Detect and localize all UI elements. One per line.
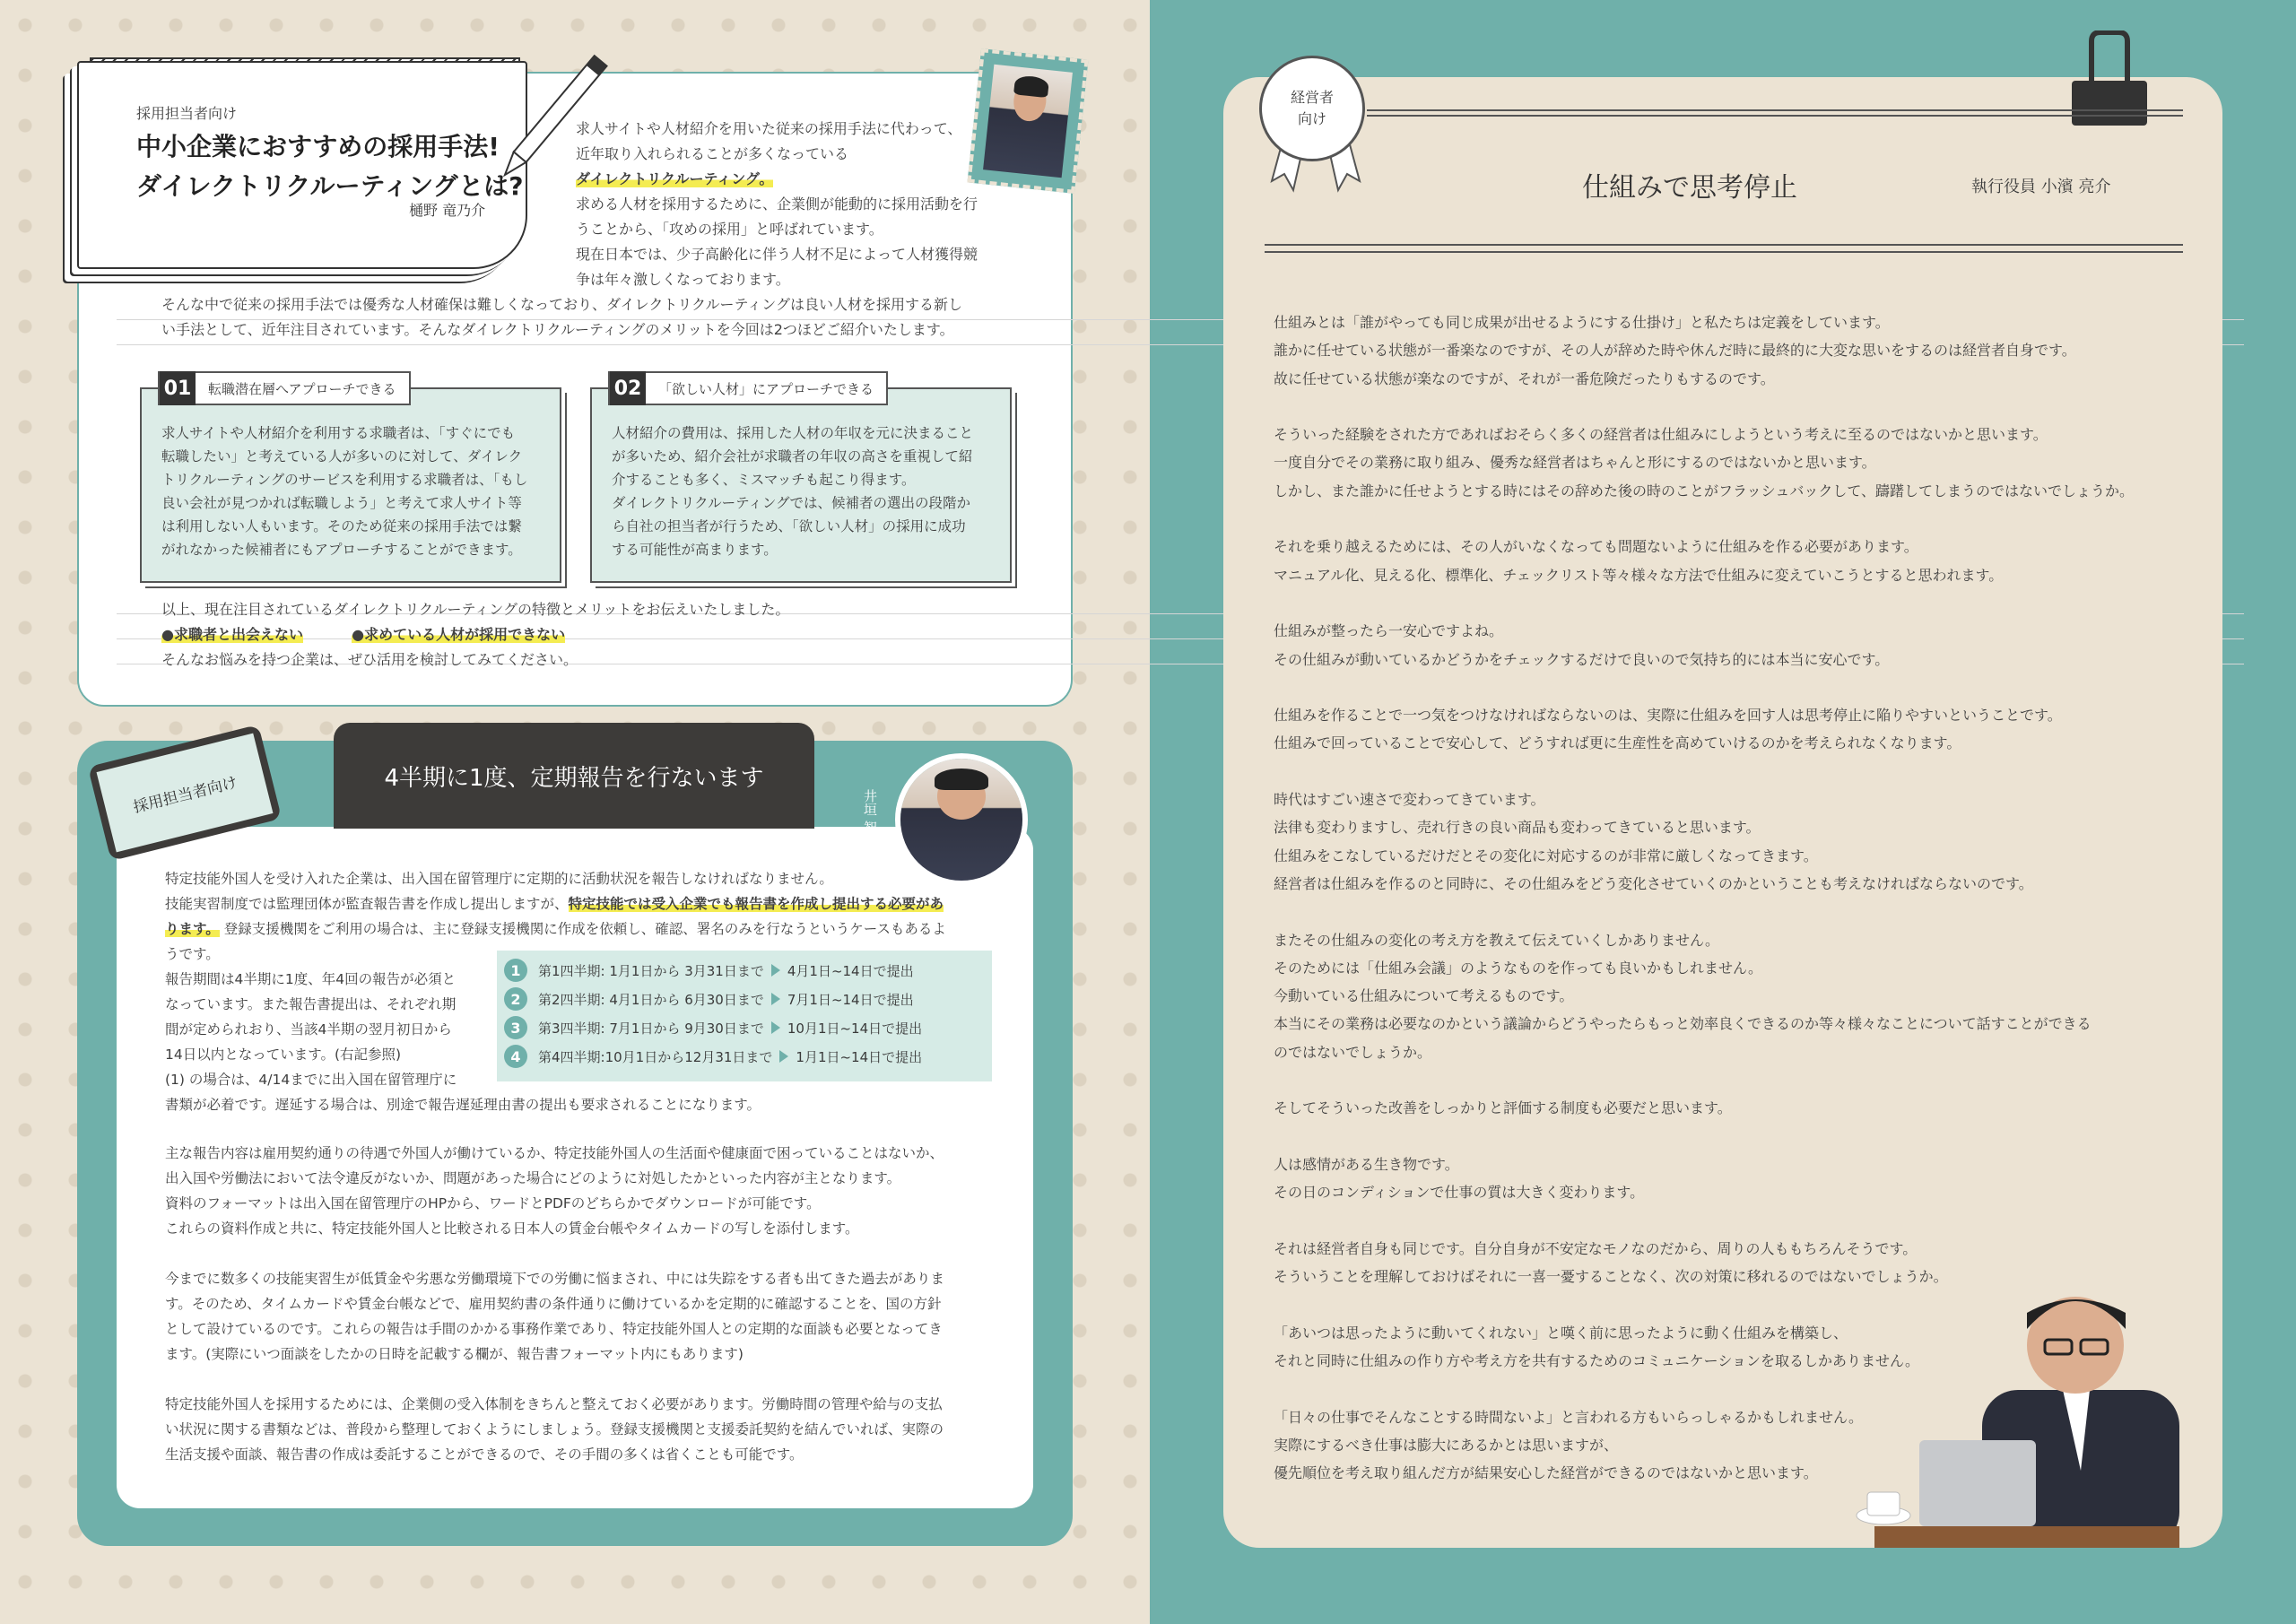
title-line-1: 中小企業におすすめの採用手法! (136, 132, 500, 161)
highlight-text: ダイレクトリクルーティング。 (576, 170, 774, 187)
text-span: 登録支援機関をご利用の場合は、主に登録支援機関に作成を依頼し、確認、署名のみを行なうというケースもあるよ (223, 921, 946, 937)
quarter-due: 4月1日~14日で提出 (787, 962, 914, 979)
schedule-row (497, 1013, 992, 1042)
column-line: しかし、また誰かに任せようとする時にはその辞めた後の時のことがフラッシュバックして、躊躇してしまうのではないでしょうか。 (1274, 482, 2135, 499)
column-line: マニュアル化、見える化、標準化、チェックリスト等々様々な方法で仕組みに変えていこうとすると思われます。 (1274, 566, 2004, 584)
paragraph-line: い状況に関する書類などは、普段から整理しておくようにしましょう。登録支援機関と支援委託契約を結んでいれば、実際の (165, 1421, 944, 1437)
merit-line: 人材紹介の費用は、採用した人材の年収を元に決まること (612, 425, 974, 441)
quarter-number: 4 (504, 1045, 527, 1068)
author-photo (983, 65, 1073, 178)
column-line: 仕組みを作ることで一つ気をつけなければならないのは、実際に仕組みを回す人は思考停止に陥りやすいということです。 (1274, 707, 2062, 725)
merit-line: は利用しない人もいます。そのため従来の採用手法では繋 (161, 518, 522, 534)
merit-line: 介することも多く、ミスマッチも起こり得ます。 (612, 472, 916, 488)
column-line: またその仕組みの変化の考え方を教えて伝えていくしかありません。 (1274, 931, 1719, 949)
paragraph-line: (1) の場合は、4/14までに出入国在留管理庁に (165, 1072, 457, 1088)
paragraph-line: ます。(実際にいつ面談をしたかの日時を記載する欄が、報告書フォーマット内にもあります) (165, 1346, 744, 1362)
intro-line: 近年取り入れられることが多くなっている (576, 145, 849, 162)
divider-line (1265, 251, 2183, 253)
column-line: 人は感情がある生き物です。 (1274, 1155, 1459, 1173)
quarter-due: 1月1日~14日で提出 (796, 1048, 923, 1065)
column-line: 仕組みで回っていることで安心して、どうすれば更に生産性を高めていけるのかを考えられなくなります。 (1274, 734, 1961, 752)
quarter-due: 7月1日~14日で提出 (787, 991, 914, 1008)
article-title (136, 127, 523, 206)
column-line: 今動いている仕組みについて考えるものです。 (1274, 987, 1574, 1005)
merit-number: 02 (610, 371, 646, 405)
divider-line (1265, 244, 2183, 246)
column-line: 本当にその業務は必要なのかという議論からどうやったらもっと効率良くできるのか等々様々なことについて話すことができる (1274, 1015, 2092, 1033)
column-line: 故に任せている状態が楽なのですが、それが一番危険だったりもするのです。 (1274, 369, 1775, 387)
column-line: 法律も変わりますし、売れ行きの良い商品も変わってきていると思います。 (1274, 819, 1761, 837)
intro-line: 争は年々激しくなっております。 (576, 271, 790, 288)
column-line: 誰かに任せている状態が一番楽なのですが、その人が辞めた時や休んだ時に最終的に大変な思いをするのは経営者自身です。 (1274, 342, 2076, 360)
title-line-2: ダイレクトリクルーティングとは? (136, 171, 524, 201)
merit-text-1 (161, 421, 527, 561)
highlight-bullet: ●求めている人材が採用できない (352, 626, 566, 643)
report-schedule-table (497, 951, 992, 1081)
schedule-row (497, 956, 992, 985)
paragraph-line: 主な報告内容は雇用契約通りの待遇で外国人が働けているか、特定技能外国人の生活面や健康面で困っていることはないか、 (165, 1145, 944, 1161)
arrow-right-icon (779, 1050, 788, 1063)
merit-title: 「欲しい人材」にアプローチできる (658, 380, 874, 397)
quarter-number: 2 (504, 987, 527, 1011)
column-line: それを乗り越えるためには、その人がいなくなっても問題ないように仕組みを作る必要があります。 (1274, 538, 1918, 556)
column-line: そういうことを理解しておけばそれに一喜一憂することなく、次の対策に移れるのではないでしょうか。 (1274, 1268, 1948, 1286)
merit-title: 転職潜在層へアプローチできる (208, 380, 396, 397)
merit-line: ら自社の担当者が行うため、「欲しい人材」の採用に成功 (612, 518, 966, 534)
quarter-number: 3 (504, 1016, 527, 1039)
column-line (1274, 1123, 2134, 1151)
quarter-number: 1 (504, 959, 527, 982)
author-name: 樋野 竜乃介 (409, 202, 486, 219)
paragraph-line: 特定技能外国人を採用するためには、企業側の受入体制をきちんと整えておく必要があります。労働時間の管理や給与の支払 (165, 1396, 943, 1412)
column-line (1274, 589, 2134, 617)
conclusion-line: 以上、現在注目されているダイレクトリクルーティングの特徴とメリットをお伝えいたしました。 (161, 601, 790, 618)
report-paragraph-3 (165, 1141, 944, 1241)
column-line (1274, 505, 2134, 533)
column-line (1274, 898, 2134, 925)
text-span: 技能実習制度では監理団体が監査報告書を作成し提出しますが、 (165, 896, 569, 912)
badge-line: 経営者 (1290, 89, 1334, 106)
merit-line: がれなかった候補者にもアプローチすることができます。 (161, 542, 522, 558)
highlight-text: 特定技能では受入企業でも報告書を作成し提出する必要があ (568, 896, 944, 912)
paragraph-line: 今までに数多くの技能実習生が低賃金や劣悪な労働環境下での労働に悩まされ、中には失踪をする者も出てきた過去がありま (165, 1271, 944, 1287)
merit-line: 転職したい」と考えている人が多いのに対して、ダイレク (161, 448, 523, 465)
audience-tag-label: 採用担当者向け (97, 734, 274, 853)
paragraph-line: 出入国や労働法において法令違反がないか、問題があった場合にどのように対処したかといった内容が主となります。 (165, 1170, 901, 1186)
author-photo-with-laptop (1821, 1273, 2179, 1548)
intro-line: うことから、「攻めの採用」と呼ばれています。 (576, 221, 883, 238)
paragraph-line: 書類が必着です。遅延する場合は、別途で報告遅延理由書の提出も要求されることになります。 (165, 1097, 761, 1113)
intro-line: 求人サイトや人材紹介を用いた従来の採用手法に代わって、 (576, 120, 962, 137)
merit-line: する可能性が高まります。 (612, 542, 778, 558)
column-line: 仕組みをこなしているだけだとその変化に対応するのが非常に厳しくなってきます。 (1274, 847, 1818, 864)
column-line: それは経営者自身も同じです。自分自身が不安定なモノなのだから、周りの人ももちろんそうです。 (1274, 1239, 1918, 1257)
merit-text-2 (612, 421, 973, 561)
column-title: 仕組みで思考停止 (1582, 172, 1797, 204)
column-line: のではないでしょうか。 (1274, 1043, 1432, 1061)
column-line: 経営者は仕組みを作るのと同時に、その仕組みをどう変化させていくのかということも考えなければならないのです。 (1274, 874, 2033, 892)
paragraph-line: なっています。また報告書提出は、それぞれ期 (165, 996, 457, 1012)
quarter-period: 第3四半期: 7月1日から 9月30日まで (538, 1020, 764, 1037)
arrow-right-icon (771, 993, 780, 1005)
paragraph-line: 報告期間は4半期に1度、年4回の報告が必須と (165, 971, 457, 987)
divider-line (1367, 109, 2183, 111)
column-line: そういった経験をされた方であればおそらく多くの経営者は仕組みにしようという考えに至るのではないかと思います。 (1274, 426, 2048, 444)
column-line (1274, 673, 2134, 701)
author-name: 井垣 智寛 (862, 789, 878, 847)
article-kicker: 採用担当者向け (136, 105, 238, 122)
column-line: それと同時に仕組みの作り方や考え方を共有するためのコミュニケーションを取るしかありません。 (1274, 1351, 1920, 1369)
column-line: 一度自分でその業務に取り組み、優秀な経営者はちゃんと形にするのではないかと思います。 (1274, 454, 1876, 472)
quarter-period: 第1四半期: 1月1日から 3月31日まで (538, 962, 764, 979)
merit-number: 01 (160, 371, 196, 405)
arrow-right-icon (771, 1021, 780, 1034)
merit-label-1 (158, 371, 411, 405)
column-line (1274, 1066, 2134, 1094)
article-title-tab: 4半期に1度、定期報告を行ないます (334, 723, 814, 829)
column-line: 仕組みが整ったら一安心ですよね。 (1274, 622, 1504, 640)
column-line: 「あいつは思ったように動いてくれない」と嘆く前に思ったように動く仕組みを構築し、 (1274, 1324, 1848, 1342)
badge-line: 向け (1297, 110, 1326, 127)
paragraph-line: これらの資料作成と共に、特定技能外国人と比較される日本人の賃金台帳やタイムカードの写しを添付します。 (165, 1220, 859, 1237)
intro-line: 求める人材を採用するために、企業側が能動的に採用活動を行 (576, 195, 978, 213)
divider-line (1367, 115, 2183, 117)
author-photo-stamp (967, 48, 1088, 194)
column-author: 執行役員 小濱 亮介 (1971, 178, 2111, 196)
paragraph-line (165, 916, 946, 942)
merit-line: 求人サイトや人材紹介を利用する求職者は、「すぐにでも (161, 425, 516, 441)
merit-line: 良い会社が見つかれば転職しよう」と考えて求人サイト等 (161, 495, 522, 511)
column-line: そのためには「仕組み会議」のようなものを作っても良いかもしれません。 (1274, 959, 1762, 977)
column-line (1274, 758, 2134, 786)
paragraph-line: そんな中で従来の採用手法では優秀な人材確保は難しくなっており、ダイレクトリクルーティングは良い人材を採用する新し (161, 296, 962, 313)
column-line (1274, 393, 2134, 421)
highlight-text: ります。 (165, 921, 220, 937)
column-line: その日のコンディションで仕事の質は大きく変わります。 (1274, 1184, 1645, 1202)
column-line: 優先順位を考え取り組んだ方が結果安心した経営ができるのではないかと思います。 (1274, 1464, 1818, 1482)
column-line: 時代はすごい速さで変わってきています。 (1274, 791, 1545, 809)
merit-line: ダイレクトリクルーティングでは、候補者の選出の段階か (612, 495, 971, 511)
merit-line: が多いため、紹介会社が求職者の年収の高さを重視して紹 (612, 448, 973, 465)
binder-clip-icon (2072, 30, 2147, 126)
paragraph-line: 生活支援や面談、報告書の作成は委託することができるので、その手間の多くは省くことも可能です。 (165, 1446, 804, 1463)
merit-label-2 (608, 371, 888, 405)
schedule-row (497, 1042, 992, 1071)
paragraph-line: い手法として、近年注目されています。そんなダイレクトリクルーティングのメリットを今回は2つほどご紹介いたします。 (161, 321, 954, 338)
concern-bullets (161, 622, 789, 647)
column-line (1274, 1207, 2134, 1235)
paragraph-line: す。そのため、タイムカードや賃金台帳などで、雇用契約書の条件通りに働けているかを定期的に確認することを、国の方針 (165, 1296, 942, 1312)
column-line: そしてそういった改善をしっかりと評価する制度も必要だと思います。 (1274, 1099, 1732, 1117)
column-line: 「日々の仕事でそんなことする時間ないよ」と言われる方もいらっしゃるかもしれません。 (1274, 1408, 1863, 1426)
conclusion-text (161, 597, 789, 673)
column-line: 実際にするべき仕事は膨大にあるかとは思いますが、 (1274, 1436, 1619, 1454)
conclusion-line: そんなお悩みを持つ企業は、ぜひ活用を検討してみてください。 (161, 651, 578, 668)
quarter-period: 第4四半期:10月1日から12月31日まで (538, 1048, 773, 1065)
paragraph-line: 特定技能外国人を受け入れた企業は、出入国在留管理庁に定期的に活動状況を報告しなければなりません。 (165, 871, 833, 887)
lead-paragraph (161, 292, 962, 343)
report-paragraph-5 (165, 1392, 944, 1467)
paragraph-line (165, 891, 946, 916)
quarter-period: 第2四半期: 4月1日から 6月30日まで (538, 991, 764, 1008)
paragraph-line: うです。 (165, 946, 220, 962)
report-paragraph-4 (165, 1266, 944, 1367)
arrow-right-icon (771, 964, 780, 977)
merit-line: トリクルーティングのサービスを利用する求職者は、「もし (161, 472, 528, 488)
intro-line: 現在日本では、少子高齢化に伴う人材不足によって人材獲得競 (576, 246, 978, 263)
intro-text (576, 117, 978, 292)
highlight-bullet: ●求職者と出会えない (161, 626, 303, 643)
paragraph-line: 資料のフォーマットは出入国在留管理庁のHPから、ワードとPDFのどちらかでダウンロードが可能です。 (165, 1195, 821, 1211)
column-line: 仕組みとは「誰がやっても同じ成果が出せるようにする仕掛け」と私たちは定義をしています。 (1274, 314, 1890, 331)
quarter-due: 10月1日~14日で提出 (787, 1020, 923, 1037)
paragraph-line: 間が定められおり、当該4半期の翌月初日から (165, 1021, 452, 1038)
schedule-row (497, 985, 992, 1013)
intro-line (576, 167, 978, 192)
author-photo-image (900, 759, 1022, 881)
paragraph-line: 14日以内となっています。(右記参照) (165, 1046, 402, 1063)
audience-badge (1259, 56, 1365, 161)
column-line: その仕組みが動いているかどうかをチェックするだけで良いので気持ち的には本当に安心です。 (1274, 650, 1890, 668)
paragraph-line: として設けているのです。これらの報告は手間のかかる事務作業であり、特定技能外国人との定期的な面談も必要となってき (165, 1321, 943, 1337)
